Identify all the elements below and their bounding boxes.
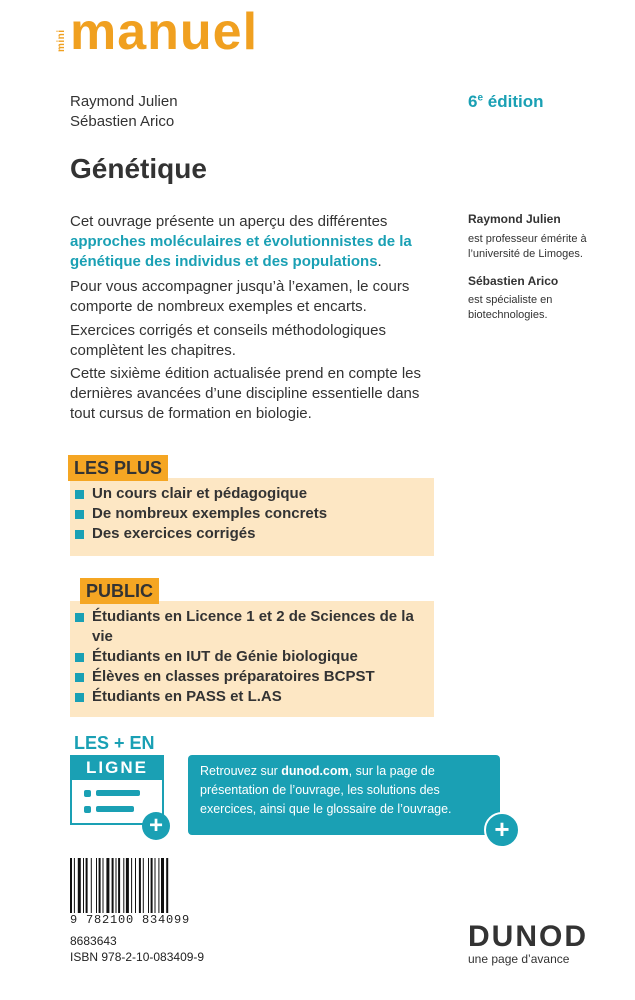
online-text-start: Retrouvez sur (200, 764, 282, 778)
barcode-bar (103, 858, 104, 913)
barcode-bar (135, 858, 136, 913)
list-item (70, 524, 434, 544)
edition-suffix: e (477, 92, 484, 104)
barcode-bar (99, 858, 101, 913)
online-label-line2: LIGNE (70, 755, 164, 780)
list-bar-icon (96, 806, 134, 812)
online-text-end: , sur la page de présentation de l’ouvrage, les solutions des exercices, ainsi que le glossaire de l’ouvrage. (200, 764, 452, 816)
product-code: 8683643 (70, 934, 117, 948)
public-item-2: Étudiants en IUT de Génie biologique (92, 648, 358, 665)
barcode-bar (74, 858, 75, 913)
list-dot-icon (84, 790, 91, 797)
barcode-bar (151, 858, 153, 913)
online-info-text (200, 762, 496, 819)
list-item (70, 607, 434, 647)
description-paragraph-4: Cette sixième édition actualisée prend en compte les dernières avancées d’une discipline essentielle dans tout cursus de formation en biologie. (70, 365, 422, 422)
square-bullet-icon (75, 673, 84, 682)
plus-icon: + (142, 812, 170, 840)
barcode-bar (143, 858, 144, 913)
barcode-bar (118, 858, 120, 913)
publisher-logo: DUNOD (468, 920, 588, 953)
barcode-bar (91, 858, 92, 913)
public-item-1: Étudiants en Licence 1 et 2 de Sciences de la vie (92, 608, 414, 645)
barcode-bar (96, 858, 97, 913)
bio-text-1: est professeur émérite à l’université de Limoges. (468, 233, 587, 260)
square-bullet-icon (75, 613, 84, 622)
square-bullet-icon (75, 653, 84, 662)
barcode-bar (106, 858, 109, 913)
series-mini-label: mini (56, 29, 67, 52)
barcode-bar (123, 858, 124, 913)
barcode-bar (83, 858, 84, 913)
series-logo: manuel (70, 3, 259, 61)
edition-label (468, 92, 543, 112)
authors (70, 92, 178, 132)
book-title: Génétique (70, 153, 207, 184)
public-tag: PUBLIC (80, 578, 159, 604)
online-label-line1: LES + EN (74, 733, 155, 753)
bio-name-2: Sébastien Arico (468, 274, 559, 288)
square-bullet-icon (75, 510, 84, 519)
barcode-bar (86, 858, 88, 913)
list-item (70, 504, 434, 524)
public-item-3: Élèves en classes préparatoires BCPST (92, 668, 375, 685)
barcode-bar (161, 858, 164, 913)
public-box (70, 601, 434, 717)
author-2: Sébastien Arico (70, 113, 175, 130)
author-1: Raymond Julien (70, 93, 178, 110)
square-bullet-icon (75, 490, 84, 499)
barcode-bar (78, 858, 81, 913)
publisher-tagline: une page d’avance (468, 952, 570, 966)
isbn: ISBN 978-2-10-083409-9 (70, 950, 205, 964)
barcode-icon (70, 858, 198, 913)
barcode-bar (158, 858, 159, 913)
description-paragraph-3: Exercices corrigés et conseils méthodologiques complètent les chapitres. (70, 322, 386, 359)
barcode-bar (139, 858, 141, 913)
desc-p1-start: Cet ouvrage présente un aperçu des différentes (70, 213, 388, 230)
barcode-bar (116, 858, 117, 913)
barcode-bar (70, 858, 72, 913)
desc-p1-highlight: approches moléculaires et évolutionnistes de la génétique des individus et des populations (70, 233, 412, 270)
barcode-bar (155, 858, 156, 913)
list-dot-icon (84, 806, 91, 813)
bio-name-1: Raymond Julien (468, 212, 561, 226)
barcode-bar (131, 858, 132, 913)
barcode-bar (112, 858, 114, 913)
public-item-4: Étudiants en PASS et L.AS (92, 688, 282, 705)
les-plus-item-2: De nombreux exemples concrets (92, 505, 328, 522)
barcode-bar (166, 858, 168, 913)
les-plus-box (70, 478, 434, 556)
description-paragraph-1 (70, 212, 440, 272)
edition-number: 6 (468, 92, 478, 111)
edition-word: édition (483, 92, 544, 111)
les-plus-item-1: Un cours clair et pédagogique (92, 485, 308, 502)
bio-text-2: est spécialiste en biotechnologies. (468, 294, 553, 321)
barcode-bar (126, 858, 129, 913)
list-item (70, 667, 434, 687)
dunod-link[interactable]: dunod.com (281, 764, 349, 778)
plus-circle-icon: + (484, 812, 520, 848)
square-bullet-icon (75, 530, 84, 539)
square-bullet-icon (75, 693, 84, 702)
list-item (70, 484, 434, 504)
description-paragraph-2: Pour vous accompagner jusqu’à l’examen, le cours comporte de nombreux exemples et encarts. (70, 278, 410, 315)
list-item (70, 687, 434, 707)
barcode-digits: 9 782100 834099 (70, 913, 191, 927)
desc-p1-end: . (377, 253, 382, 270)
barcode-bar (148, 858, 149, 913)
les-plus-tag: LES PLUS (68, 455, 168, 481)
list-bar-icon (96, 790, 140, 796)
list-item (70, 647, 434, 667)
les-plus-item-3: Des exercices corrigés (92, 525, 256, 542)
